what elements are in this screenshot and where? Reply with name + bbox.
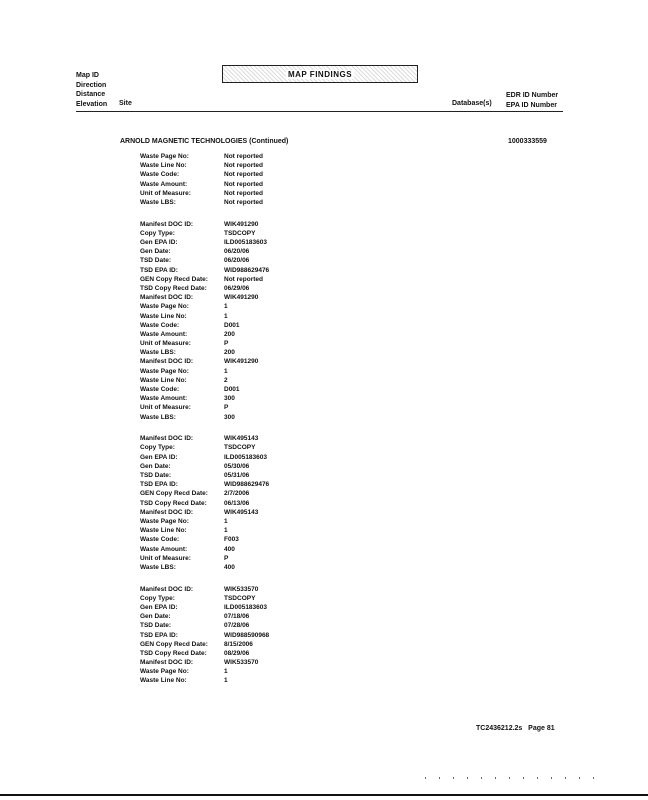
field-value: 07/18/06: [224, 613, 250, 621]
record-row: [140, 649, 269, 658]
field-value: 1: [224, 312, 228, 320]
record-row: [140, 667, 269, 676]
field-label: Gen EPA ID:: [140, 453, 178, 461]
record-row: [140, 189, 269, 198]
field-value: 400: [224, 545, 235, 553]
field-value: WIK495143: [224, 435, 259, 443]
record-row: [140, 403, 269, 412]
field-label: Waste Page No:: [140, 668, 189, 676]
field-value: P: [224, 404, 229, 412]
bottom-border: [0, 794, 648, 796]
record-row: [140, 554, 269, 563]
field-label: Gen Date:: [140, 462, 171, 470]
record-row: [140, 348, 269, 357]
field-value: 08/29/06: [224, 649, 250, 657]
field-label: Manifest DOC ID:: [140, 659, 194, 667]
field-label: Waste Amount:: [140, 330, 188, 338]
field-label: Waste Code:: [140, 386, 180, 393]
field-label: Waste Amount:: [140, 545, 188, 553]
header-divider: [76, 111, 563, 112]
field-value: P: [224, 554, 229, 562]
record-row: [140, 499, 269, 508]
record-row: [140, 480, 269, 489]
field-label: Manifest DOC ID:: [140, 294, 194, 302]
field-value: WIK533570: [224, 659, 259, 667]
company-name: ARNOLD MAGNETIC TECHNOLOGIES (Continued): [120, 138, 289, 145]
record-row: [140, 152, 269, 161]
field-value: 2/7/2006: [224, 490, 250, 498]
record-row: [140, 603, 269, 612]
field-value: D001: [224, 321, 240, 329]
field-value: 200: [224, 330, 235, 338]
record-row: [140, 489, 269, 498]
record-row: [140, 676, 269, 685]
field-label: GEN Copy Recd Date:: [140, 490, 208, 498]
field-label: Waste Amount:: [140, 395, 188, 403]
field-value: WIK533570: [224, 585, 259, 593]
field-value: TSDCOPY: [224, 594, 256, 602]
record-row: [140, 453, 269, 462]
field-value: 400: [224, 563, 235, 571]
field-value: WIK491290: [224, 220, 259, 228]
field-value: F003: [224, 536, 239, 544]
field-label: TSD EPA ID:: [140, 266, 178, 274]
field-label: TSD Date:: [140, 472, 172, 479]
page-footer: [476, 725, 555, 732]
epa-id-label: EPA ID Number: [506, 101, 557, 109]
field-label: Manifest DOC ID:: [140, 585, 194, 593]
field-value: 1: [224, 517, 228, 525]
field-label: Waste Amount:: [140, 180, 188, 188]
record-row: [140, 198, 269, 207]
field-value: 8/15/2006: [224, 640, 253, 648]
record-row: [140, 238, 269, 247]
record-gap: [140, 207, 269, 220]
record-row: [140, 321, 269, 330]
field-label: Gen EPA ID:: [140, 603, 178, 611]
field-label: Copy Type:: [140, 444, 175, 452]
record-row: [140, 517, 269, 526]
field-value: 05/30/06: [224, 462, 250, 470]
distance-label: Distance: [76, 91, 106, 98]
field-value: TSDCOPY: [224, 229, 256, 237]
record-row: [140, 247, 269, 256]
page-title: MAP FINDINGS: [287, 69, 353, 79]
record-row: [140, 621, 269, 630]
field-value: 1: [224, 677, 228, 685]
field-label: Waste LBS:: [140, 413, 176, 421]
field-label: GEN Copy Recd Date:: [140, 640, 208, 648]
record-row: [140, 293, 269, 302]
field-label: Unit of Measure:: [140, 554, 191, 562]
field-label: TSD Copy Recd Date:: [140, 499, 207, 507]
record-row: [140, 585, 269, 594]
field-value: ILD005183603: [224, 603, 268, 611]
record-row: [140, 266, 269, 275]
field-value: 07/28/06: [224, 622, 250, 630]
field-value: WID988590968: [224, 631, 270, 639]
field-label: Gen EPA ID:: [140, 239, 178, 246]
field-value: 1: [224, 367, 228, 375]
field-label: Copy Type:: [140, 594, 175, 602]
id-column-labels: [506, 91, 558, 110]
record-row: [140, 220, 269, 229]
field-label: Waste Page No:: [140, 367, 189, 375]
record-row: [140, 312, 269, 321]
site-column-label: Site: [119, 100, 132, 107]
field-value: Not reported: [224, 198, 263, 206]
field-value: 06/13/06: [224, 499, 250, 507]
field-value: ILD005183603: [224, 239, 268, 246]
field-value: 06/20/06: [224, 248, 250, 256]
field-value: 1: [224, 303, 228, 311]
field-value: 06/29/06: [224, 284, 250, 292]
field-value: 1: [224, 527, 228, 535]
record-row: [140, 180, 269, 189]
record-row: [140, 394, 269, 403]
record-row: [140, 658, 269, 667]
field-label: Manifest DOC ID:: [140, 435, 194, 443]
field-label: Waste Line No:: [140, 677, 187, 685]
field-label: Manifest DOC ID:: [140, 358, 194, 366]
field-label: Waste Code:: [140, 536, 180, 544]
field-label: Waste Code:: [140, 321, 180, 329]
record-row: [140, 526, 269, 535]
record-row: [140, 284, 269, 293]
record-row: [140, 631, 269, 640]
record-row: [140, 535, 269, 544]
field-value: WID988629476: [224, 481, 270, 489]
record-row: [140, 275, 269, 284]
field-value: Not reported: [224, 275, 263, 283]
field-value: ILD005183603: [224, 453, 268, 461]
field-value: 200: [224, 349, 235, 357]
record-row: [140, 367, 269, 376]
field-label: TSD EPA ID:: [140, 481, 178, 489]
field-label: Unit of Measure:: [140, 340, 191, 348]
field-label: TSD EPA ID:: [140, 631, 178, 639]
record-row: [140, 161, 269, 170]
company-edr-id: 1000333559: [508, 138, 547, 145]
record-row: [140, 357, 269, 366]
field-value: Not reported: [224, 162, 263, 170]
record-row: [140, 545, 269, 554]
record-row: [140, 330, 269, 339]
field-value: D001: [224, 386, 240, 393]
field-label: Waste LBS:: [140, 349, 176, 357]
header-left-labels: [76, 71, 107, 109]
field-value: 300: [224, 413, 235, 421]
edr-id-label: EDR ID Number: [506, 92, 559, 99]
record-row: [140, 413, 269, 422]
record-row: [140, 508, 269, 517]
record-row: [140, 594, 269, 603]
field-value: Not reported: [224, 189, 263, 197]
field-label: Waste Line No:: [140, 162, 187, 170]
field-value: Not reported: [224, 171, 263, 179]
field-label: Waste LBS:: [140, 198, 176, 206]
record-row: [140, 339, 269, 348]
document-id: TC2436212.2s: [476, 725, 523, 732]
field-label: Waste Page No:: [140, 517, 189, 525]
record-row: [140, 563, 269, 572]
record-row: [140, 443, 269, 452]
field-label: GEN Copy Recd Date:: [140, 275, 208, 283]
record-row: [140, 462, 269, 471]
field-label: TSD Copy Recd Date:: [140, 649, 207, 657]
field-label: Waste LBS:: [140, 563, 176, 571]
record-gap: [140, 572, 269, 585]
field-label: Unit of Measure:: [140, 189, 191, 197]
field-label: Waste Page No:: [140, 153, 189, 160]
record-row: [140, 471, 269, 480]
record-row: [140, 376, 269, 385]
field-label: TSD Date:: [140, 257, 172, 265]
page-title-box: [222, 65, 418, 83]
field-label: Waste Line No:: [140, 312, 187, 320]
field-label: TSD Date:: [140, 622, 172, 630]
field-value: Not reported: [224, 153, 263, 160]
record-row: [140, 302, 269, 311]
field-value: 05/31/06: [224, 472, 250, 479]
field-value: 2: [224, 376, 228, 384]
field-value: WIK495143: [224, 508, 259, 516]
field-label: Gen Date:: [140, 248, 171, 256]
field-value: TSDCOPY: [224, 444, 256, 452]
field-label: Waste Line No:: [140, 376, 187, 384]
record-row: [140, 385, 269, 394]
field-value: 06/20/06: [224, 257, 250, 265]
direction-label: Direction: [76, 81, 107, 89]
record-row: [140, 612, 269, 621]
field-value: WIK491290: [224, 358, 259, 366]
page-number: Page 81: [528, 725, 555, 732]
field-label: Manifest DOC ID:: [140, 220, 194, 228]
map-id-label: Map ID: [76, 72, 99, 79]
record-row: [140, 640, 269, 649]
field-label: Waste Code:: [140, 171, 180, 179]
field-label: Waste Line No:: [140, 527, 187, 535]
database-column-label: Database(s): [452, 100, 492, 107]
record-row: [140, 434, 269, 443]
field-value: P: [224, 340, 229, 348]
field-label: Unit of Measure:: [140, 404, 191, 412]
record-row: [140, 170, 269, 179]
field-value: WID988629476: [224, 266, 270, 274]
record-row: [140, 229, 269, 238]
field-label: Waste Page No:: [140, 303, 189, 311]
field-label: TSD Copy Recd Date:: [140, 284, 207, 292]
field-label: Gen Date:: [140, 613, 171, 621]
record-row: [140, 256, 269, 265]
field-value: WIK491290: [224, 294, 259, 302]
record-list: [140, 152, 269, 686]
field-value: Not reported: [224, 180, 263, 188]
field-value: 1: [224, 668, 228, 676]
scan-artifact-dots: [425, 777, 605, 779]
elevation-label: Elevation: [76, 100, 108, 108]
record-gap: [140, 422, 269, 435]
field-label: Copy Type:: [140, 229, 175, 237]
field-value: 300: [224, 395, 235, 403]
field-label: Manifest DOC ID:: [140, 508, 194, 516]
